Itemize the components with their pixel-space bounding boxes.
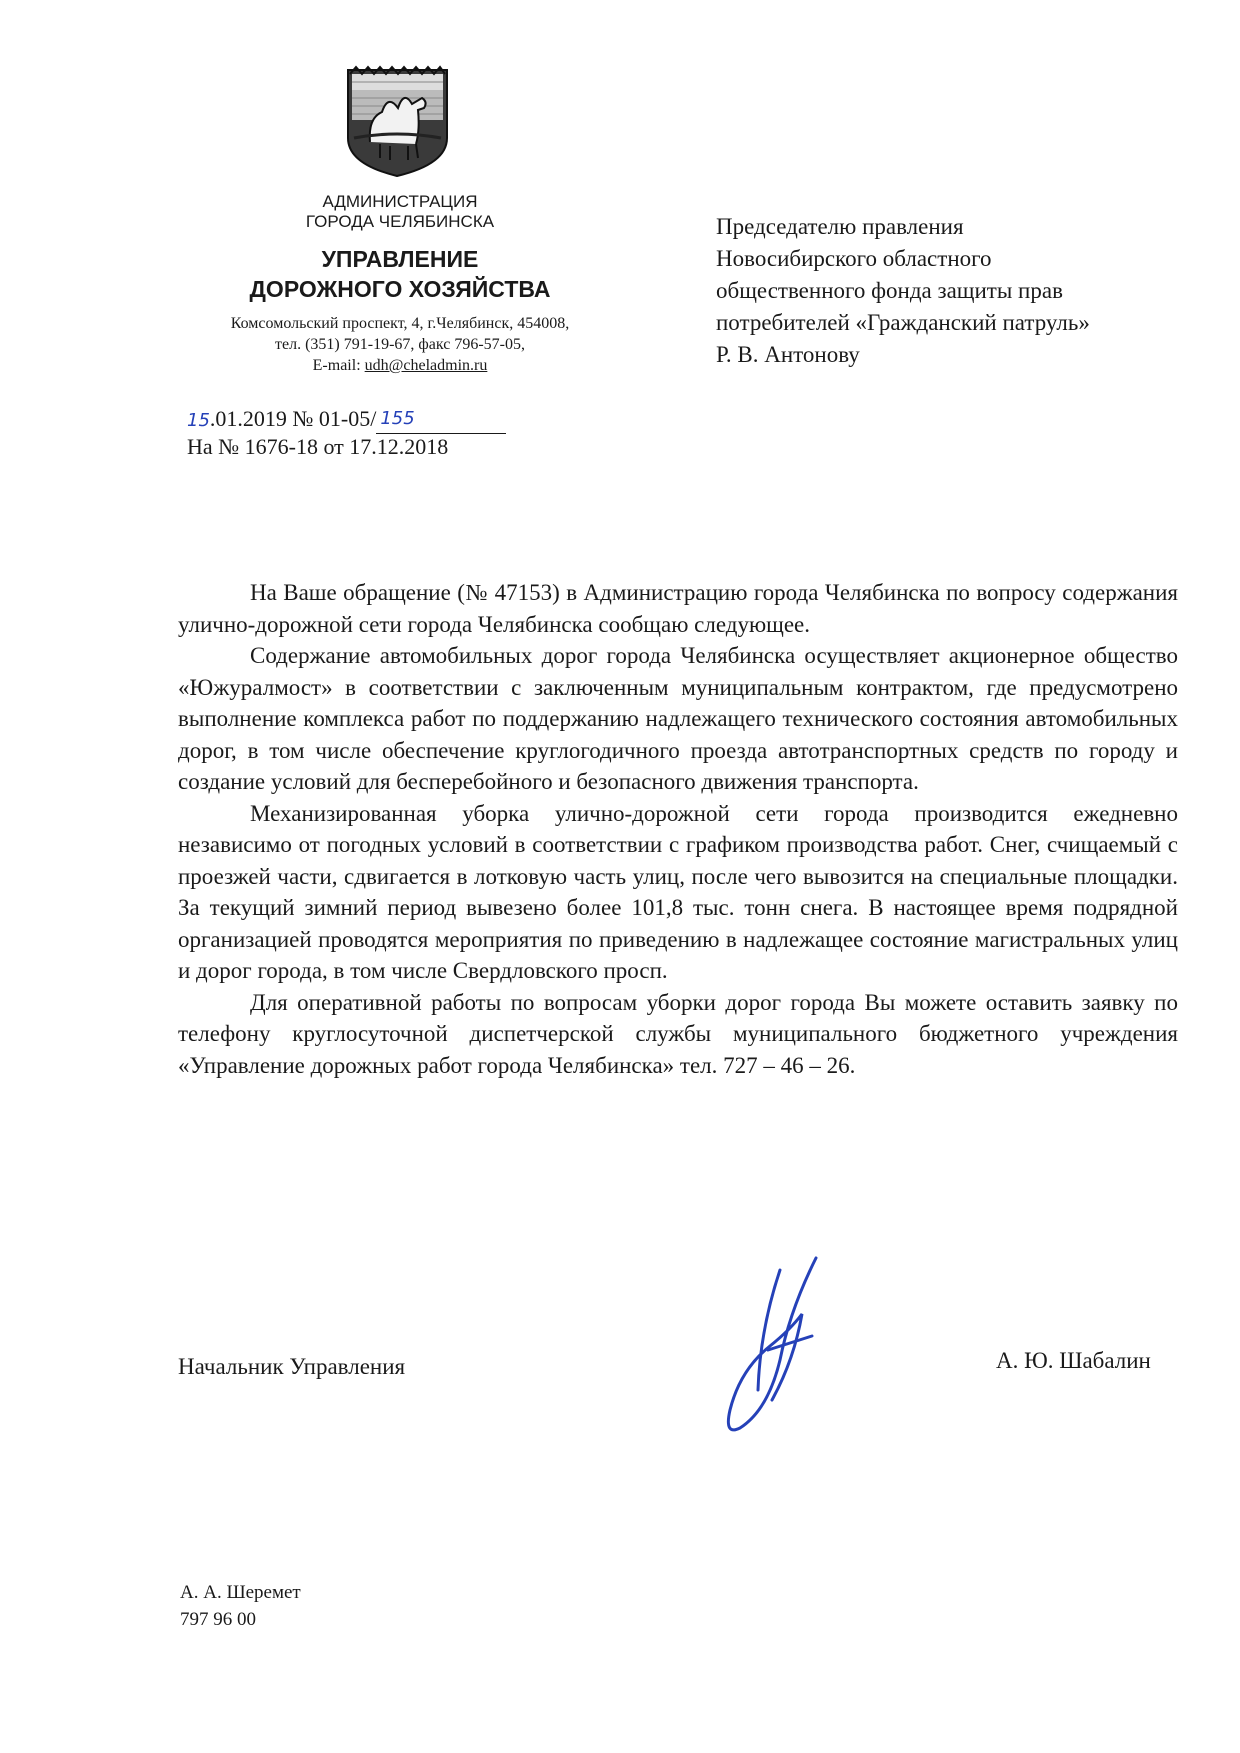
handwritten-day: 15 xyxy=(187,410,210,431)
outgoing-reference xyxy=(187,405,506,435)
signer-title: Начальник Управления xyxy=(178,1354,406,1379)
addressee-line: общественного фонда защиты прав xyxy=(716,278,1063,303)
signer-name: А. Ю. Шабалин xyxy=(996,1348,1151,1373)
dept-line1: УПРАВЛЕНИЕ xyxy=(321,246,479,272)
date-and-number: .01.2019 № 01-05/ xyxy=(209,406,377,431)
dept-line2: ДОРОЖНОГО ХОЗЯЙСТВА xyxy=(249,276,551,302)
executor-name: А. А. Шеремет xyxy=(180,1582,301,1603)
letterhead-contacts xyxy=(170,313,630,376)
email-link[interactable]: udh@cheladmin.ru xyxy=(364,357,488,374)
executor-block xyxy=(180,1579,301,1633)
addressee-line: потребителей «Гражданский патруль» xyxy=(716,310,1090,335)
handwritten-number: 155 xyxy=(380,408,415,429)
coat-of-arms-icon xyxy=(340,60,455,178)
email-line xyxy=(170,355,630,376)
phone-line: тел. (351) 791-19-67, факс 796-57-05, xyxy=(275,336,525,353)
address-line: Комсомольский проспект, 4, г.Челябинск, 454008, xyxy=(230,315,570,332)
addressee-block xyxy=(716,211,1216,371)
handwritten-signature-icon xyxy=(720,1250,830,1435)
addressee-line: Новосибирского областного xyxy=(716,246,992,271)
body-paragraph: Механизированная уборка улично-дорожной сети города производится ежедневно независимо от погодных условий в соответствии с графиком производства работ. Снег, счищаемый с проезжей части, сдвигается в лотковую часть улиц, после чего вывозится на специальные площадки. За текущий зимний период вывезено более 101,8 тыс. тонн снега. В настоящее время подрядной организацией проводятся мероприятия по приведению в надлежащее состояние магистральных улиц и дорог города, в том числе Свердловского просп. xyxy=(178,800,1178,983)
incoming-reference: На № 1676-18 от 17.12.2018 xyxy=(187,434,449,459)
number-line xyxy=(376,405,506,434)
addressee-line: Председателю правления xyxy=(716,214,964,239)
executor-phone: 797 96 00 xyxy=(180,1609,256,1630)
body-paragraph: На Ваше обращение (№ 47153) в Администрацию города Челябинска по вопросу содержания улично-дорожной сети города Челябинска сообщаю следующее. xyxy=(178,580,1178,637)
letterhead-admin xyxy=(250,192,550,232)
addressee-line: Р. В. Антонову xyxy=(716,342,860,367)
letter-body xyxy=(178,577,1178,1081)
letterhead-dept xyxy=(200,244,600,304)
admin-line1: АДМИНИСТРАЦИЯ xyxy=(322,192,478,211)
body-paragraph: Содержание автомобильных дорог города Челябинска осуществляет акционерное общество «Южуралмост» в соответствии с заключенным муниципальным контрактом, где предусмотрено выполнение комплекса работ по поддержанию надлежащего технического состояния автомобильных дорог, в том числе обеспечение круглогодичного проезда автотранспортных средств по городу и создание условий для бесперебойного и безопасного движения транспорта. xyxy=(178,643,1178,794)
admin-line2: ГОРОДА ЧЕЛЯБИНСКА xyxy=(305,212,495,231)
body-paragraph: Для оперативной работы по вопросам уборки дорог города Вы можете оставить заявку по телефону круглосуточной диспетчерской службы муниципального бюджетного учреждения «Управление дорожных работ города Челябинска» тел. 727 – 46 – 26. xyxy=(178,989,1178,1078)
email-label: E-mail: xyxy=(312,357,365,374)
